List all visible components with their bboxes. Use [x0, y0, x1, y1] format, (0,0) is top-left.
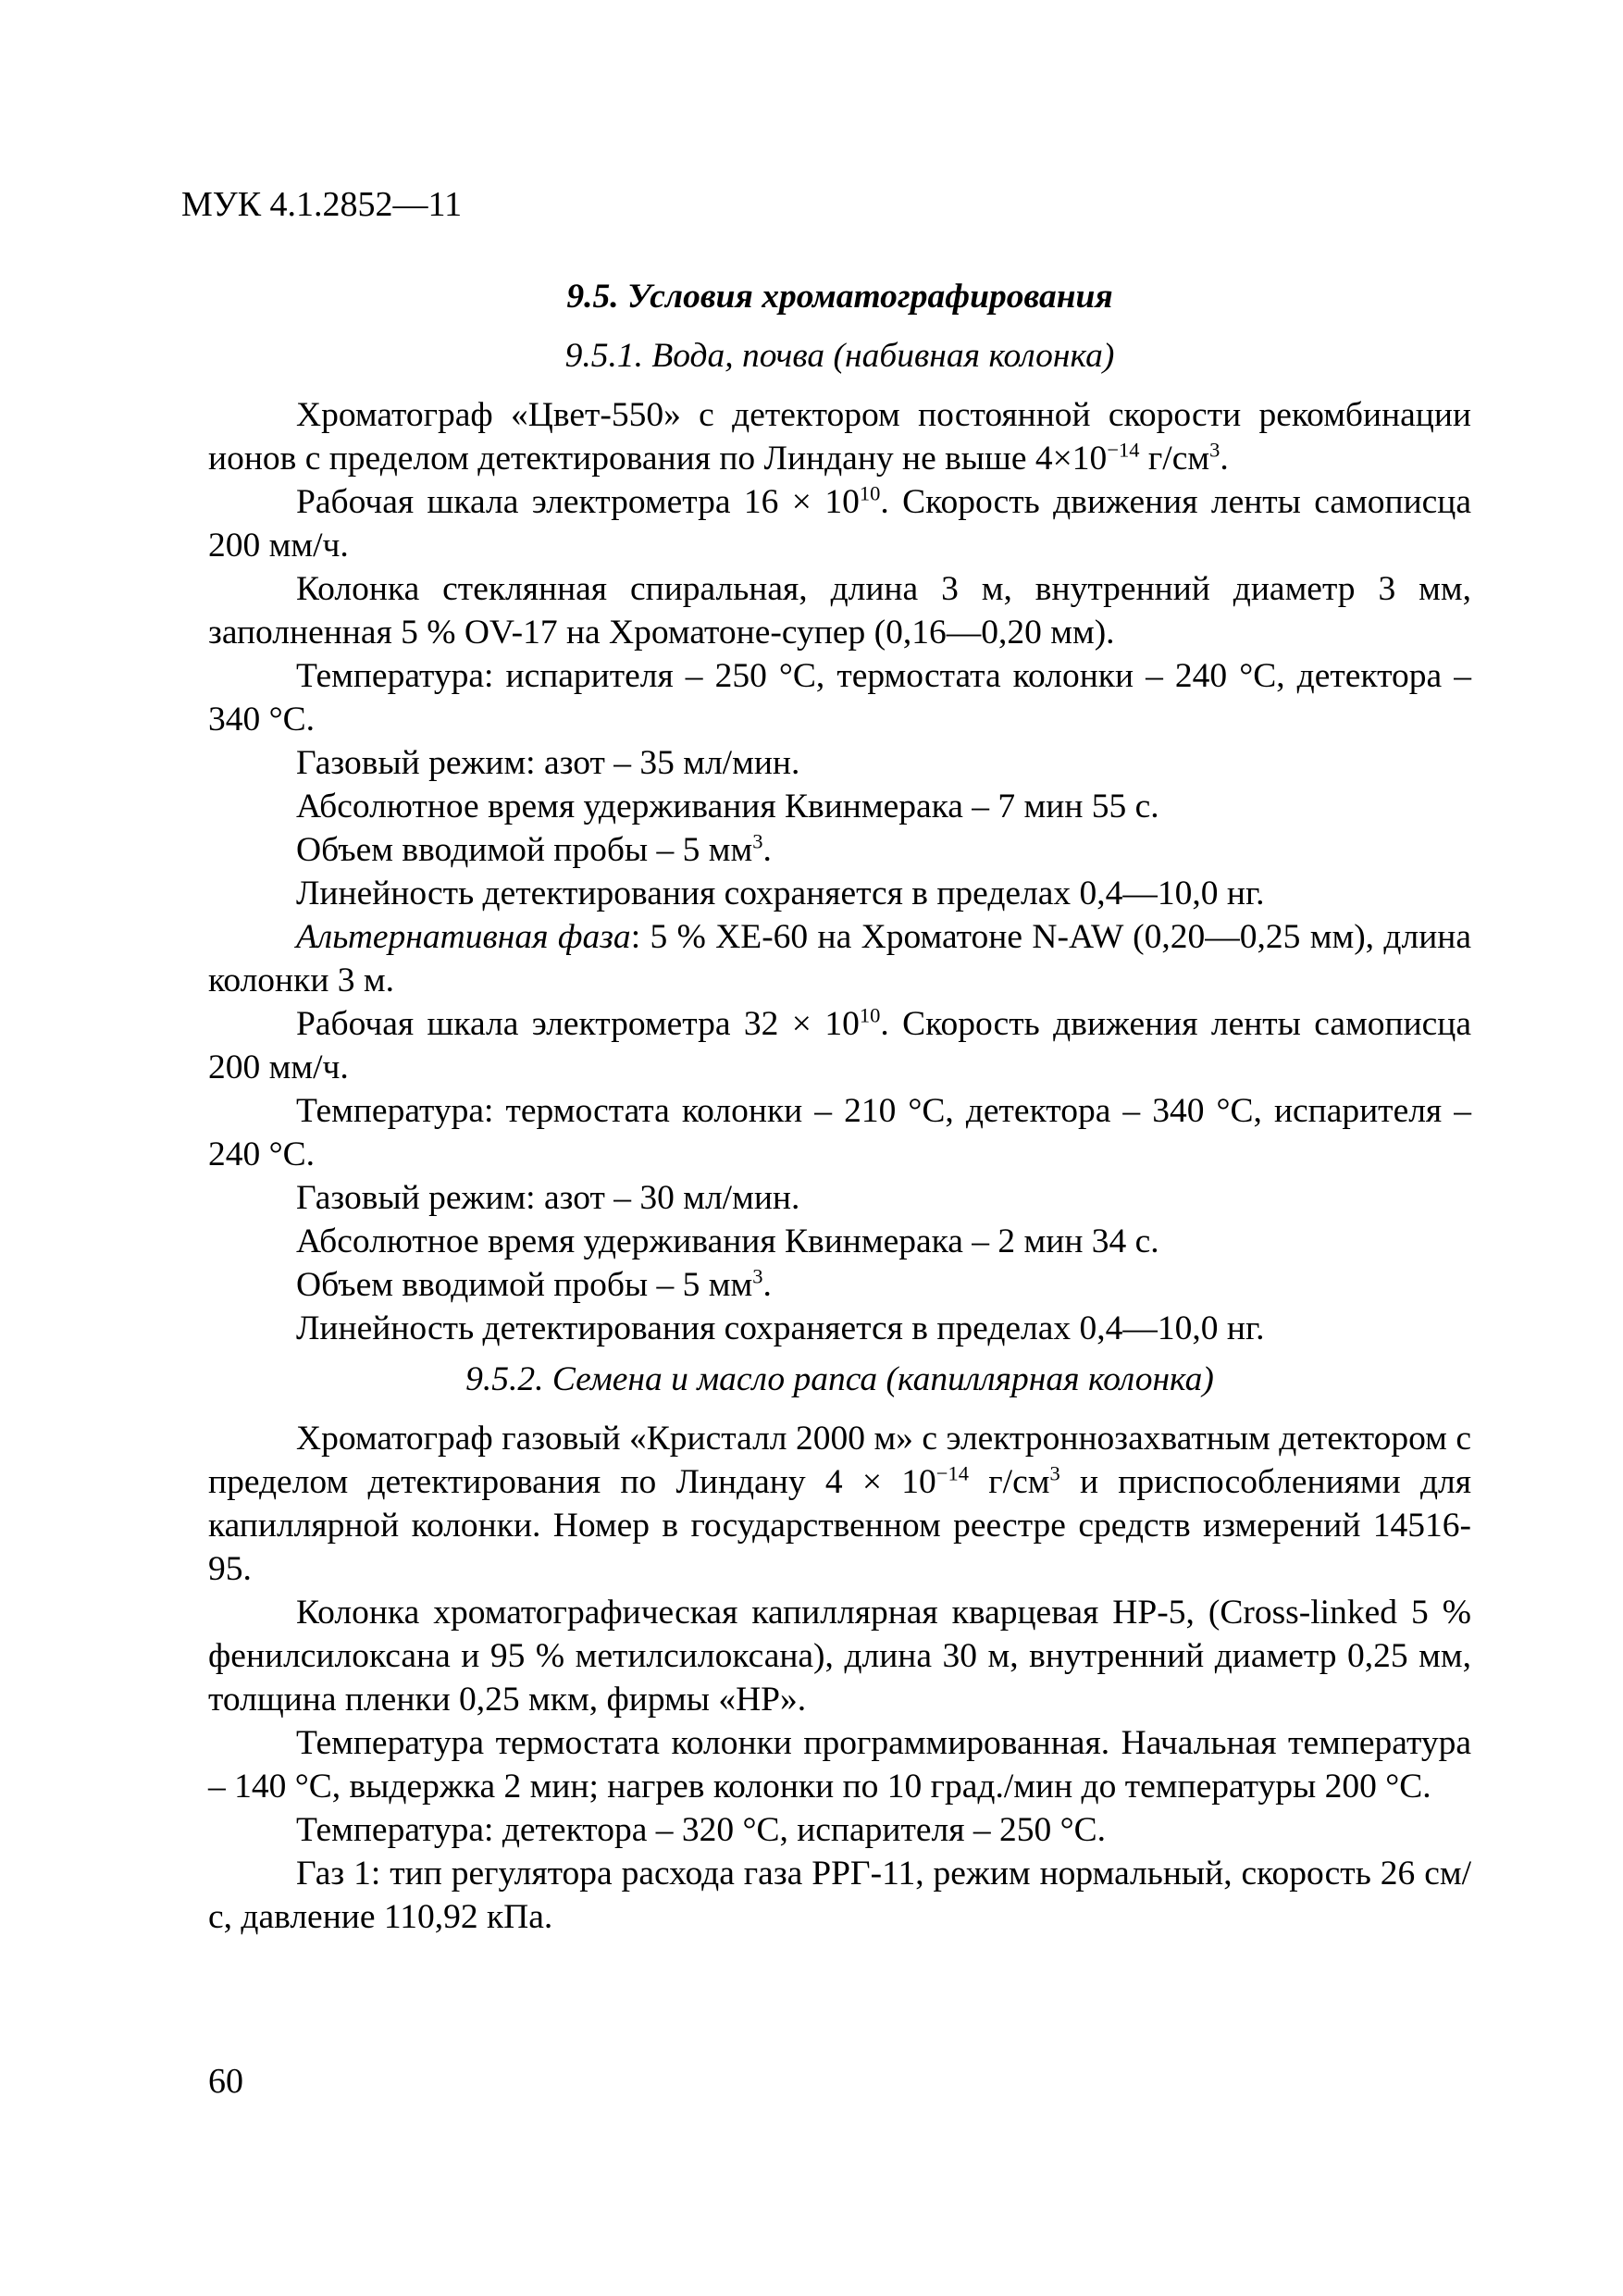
- text-run: Колонка хроматографическая капиллярная кварцевая HP-5, (Cross-linked 5 % фенилсилоксана и 95 % метилсилоксана), длина 30 м, внутренний диаметр 0,25 мм, толщина пленки 0,25 мкм, фирмы «HP».: [208, 1594, 1471, 1719]
- text-run: Хроматограф газовый «Кристалл 2000 м» с электроннозахватным детектором с пределом детектирования по Линдану 4 × 10: [208, 1420, 1471, 1501]
- text-run: Газовый режим: азот – 35 мл/мин.: [296, 744, 800, 782]
- page-number: 60: [208, 2062, 243, 2101]
- paragraph: [208, 785, 1471, 828]
- text-run: Альтернативная фаза: [296, 918, 631, 956]
- text-run: г/см: [969, 1463, 1050, 1501]
- text-run: Абсолютное время удерживания Квинмерака – 7 мин 55 с.: [296, 788, 1159, 825]
- text-run: Газовый режим: азот – 30 мл/мин.: [296, 1179, 800, 1217]
- text-run: : 5 % XE-60 на Хроматоне N-AW (0,20—0,25 мм), длина колонки 3 м.: [208, 918, 1472, 999]
- paragraph: [208, 1852, 1471, 1939]
- superscript: 3: [1209, 438, 1220, 462]
- text-run: .: [1220, 440, 1229, 478]
- text-run: г/см: [1139, 440, 1210, 478]
- paragraph: [208, 1263, 1471, 1307]
- subsection-title: [208, 1358, 1471, 1401]
- paragraph: [208, 741, 1471, 785]
- paragraph: [208, 480, 1471, 567]
- paragraph: [208, 872, 1471, 915]
- text-run: Хроматограф «Цвет-550» с детектором постоянной скорости рекомбинации ионов с пределом детектирования по Линдану не выше 4×10: [208, 396, 1471, 478]
- text-run: Рабочая шкала электрометра 16 × 10: [296, 483, 860, 521]
- text-run: Объем вводимой пробы – 5 мм: [296, 1266, 753, 1304]
- text-run: Колонка стеклянная спиральная, длина 3 м, внутренний диаметр 3 мм, заполненная 5 % OV-17 на Хроматоне-супер (0,16—0,20 мм).: [208, 570, 1471, 652]
- paragraph: [208, 828, 1471, 872]
- paragraph: [208, 915, 1471, 1002]
- text-run: 9.5.1. Вода, почва (набивная колонка): [564, 337, 1115, 375]
- superscript: −14: [935, 1461, 969, 1485]
- text-run: 9.5.2. Семена и масло рапса (капиллярная колонка): [465, 1360, 1214, 1398]
- paragraph: [208, 1591, 1471, 1721]
- paragraph: [208, 1089, 1471, 1176]
- paragraph: [208, 567, 1471, 654]
- paragraph: [208, 393, 1471, 480]
- superscript: 10: [859, 1003, 881, 1027]
- text-run: Температура: термостата колонки – 210 °С, детектора – 340 °С, испарителя – 240 °С.: [208, 1092, 1471, 1173]
- text-run: Температура: детектора – 320 °С, испарителя – 250 °С.: [296, 1811, 1106, 1849]
- document-body: [208, 275, 1471, 1939]
- paragraph: [208, 1417, 1471, 1591]
- paragraph: [208, 1176, 1471, 1220]
- subsection-title: [208, 334, 1471, 378]
- text-run: Газ 1: тип регулятора расхода газа РРГ-11, режим нормальный, скорость 26 см/с, давление 110,92 кПа.: [208, 1855, 1471, 1936]
- paragraph: [208, 1220, 1471, 1263]
- text-run: Линейность детектирования сохраняется в пределах 0,4—10,0 нг.: [296, 875, 1265, 912]
- text-run: Абсолютное время удерживания Квинмерака – 2 мин 34 с.: [296, 1222, 1159, 1260]
- text-run: Объем вводимой пробы – 5 мм: [296, 831, 753, 869]
- text-run: . Скорость движения ленты самописца 200 мм/ч.: [208, 483, 1471, 565]
- text-run: Линейность детектирования сохраняется в пределах 0,4—10,0 нг.: [296, 1309, 1265, 1347]
- text-run: и приспособлениями для капиллярной колонки. Номер в государственном реестре средств измерений 14516-95.: [208, 1463, 1471, 1588]
- superscript: 3: [1049, 1461, 1060, 1485]
- text-run: Рабочая шкала электрометра 32 × 10: [296, 1005, 860, 1043]
- text-run: .: [762, 1266, 772, 1304]
- text-run: Температура термостата колонки программированная. Начальная температура – 140 °С, выдержка 2 мин; нагрев колонки по 10 град./мин до температуры 200 °С.: [208, 1724, 1471, 1806]
- section-title: [208, 275, 1471, 318]
- paragraph: [208, 654, 1471, 741]
- superscript: 10: [859, 481, 881, 505]
- superscript: 3: [752, 829, 763, 853]
- superscript: 3: [752, 1264, 763, 1288]
- paragraph: [208, 1307, 1471, 1350]
- paragraph: [208, 1808, 1471, 1852]
- superscript: −14: [1107, 438, 1140, 462]
- text-run: .: [762, 831, 772, 869]
- text-run: 9.5. Условия хроматографирования: [566, 278, 1113, 316]
- text-run: Температура: испарителя – 250 °С, термостата колонки – 240 °С, детектора – 340 °С.: [208, 657, 1471, 738]
- document-code: МУК 4.1.2852—11: [181, 185, 463, 224]
- paragraph: [208, 1002, 1471, 1089]
- paragraph: [208, 1721, 1471, 1808]
- text-run: . Скорость движения ленты самописца 200 мм/ч.: [208, 1005, 1471, 1086]
